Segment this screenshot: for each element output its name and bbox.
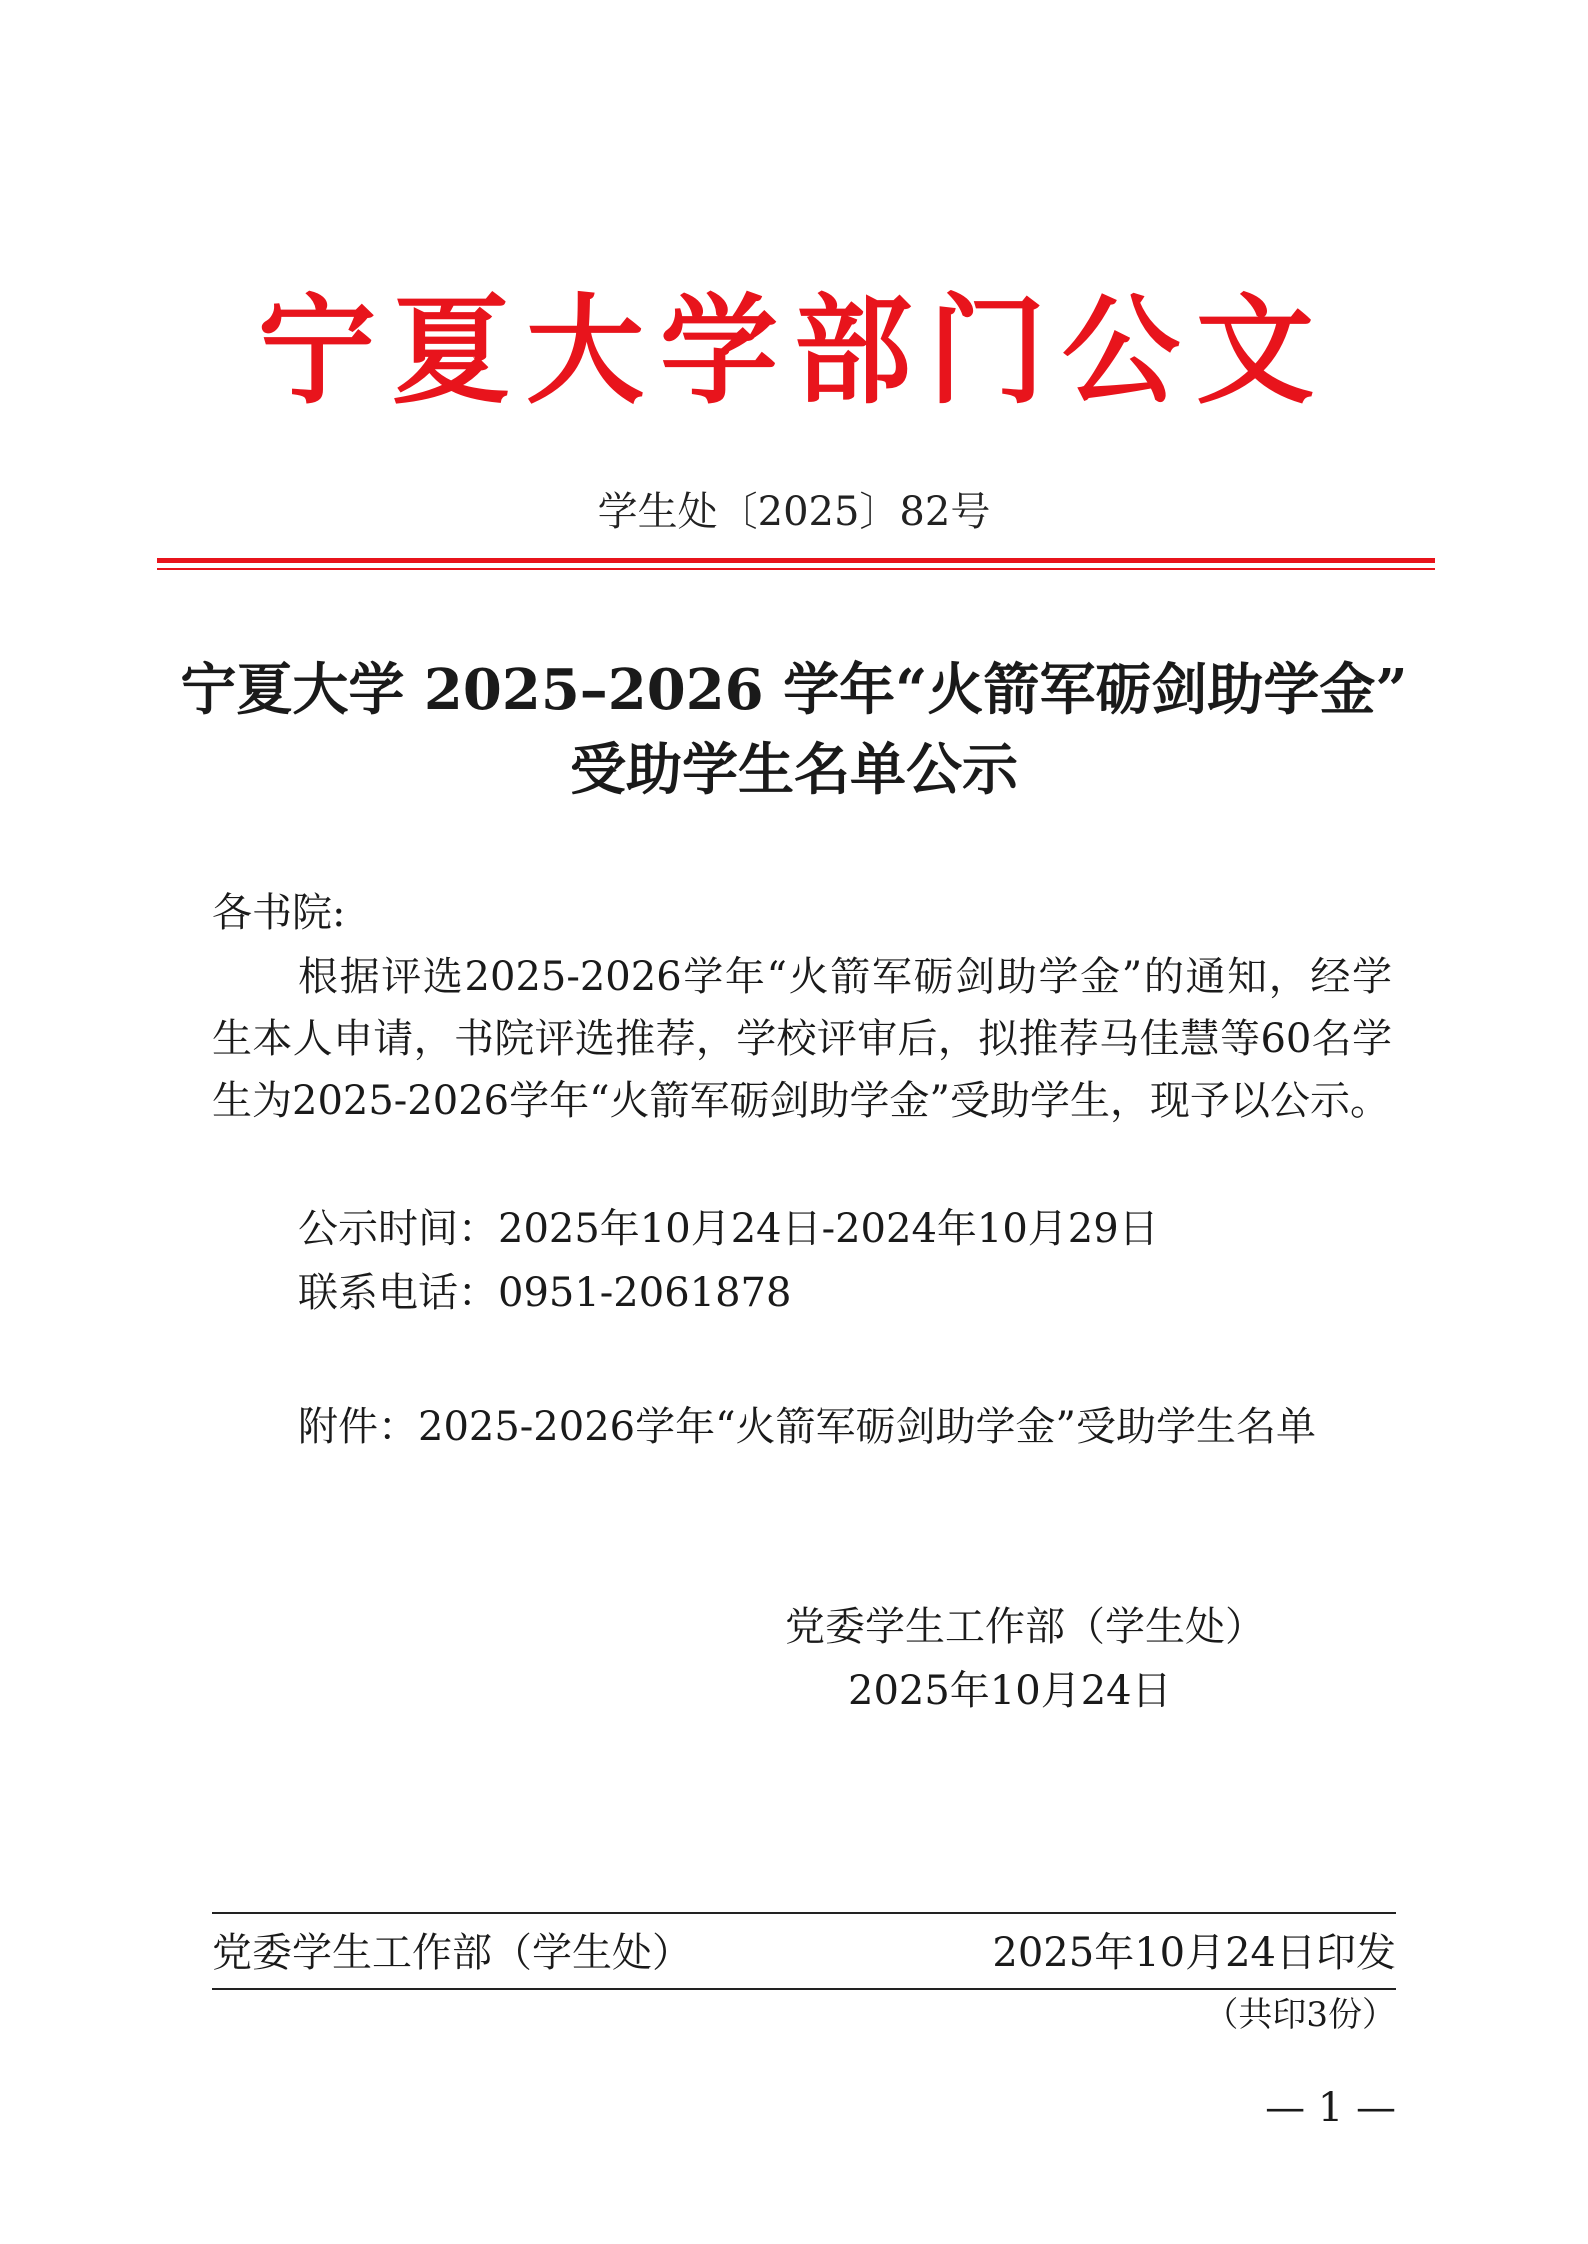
document-title-line-2: 受助学生名单公示 — [570, 737, 1018, 803]
attachment-note: 附件：2025-2026学年“火箭军砺剑助学金”受助学生名单 — [298, 1404, 1317, 1450]
contact-phone: 联系电话：0951-2061878 — [298, 1270, 792, 1316]
red-divider-thick — [157, 558, 1435, 563]
body-paragraph: 根据评选2025-2026学年“火箭军砺剑助学金”的通知，经学生本人申请，书院评选推荐，学校评审后，拟推荐马佳慧等60名学生为2025-2026学年“火箭军砺剑助学金”受助学生，现予以公示。 — [212, 954, 1392, 1124]
salutation: 各书院: — [212, 890, 346, 936]
document-title-line-1: 宁夏大学 2025–2026 学年“火箭军砺剑助学金” — [180, 657, 1408, 723]
signature-organization: 党委学生工作部（学生处） — [785, 1604, 1265, 1650]
page-number: — 1 — — [1265, 2085, 1396, 2131]
document-number: 学生处〔2025〕82号 — [597, 489, 991, 535]
letterhead-title: 宁夏大学部门公文 — [257, 282, 1330, 420]
footer-issue-date: 2025年10月24日印发 — [992, 1930, 1396, 1976]
publicity-period: 公示时间：2025年10月24日-2024年10月29日 — [298, 1206, 1159, 1252]
red-divider-thin — [157, 568, 1435, 570]
footer-issuer: 党委学生工作部（学生处） — [212, 1930, 692, 1976]
print-copies: （共印3份） — [1204, 1995, 1396, 2035]
footer-top-rule — [212, 1912, 1396, 1914]
signature-date: 2025年10月24日 — [848, 1668, 1172, 1714]
